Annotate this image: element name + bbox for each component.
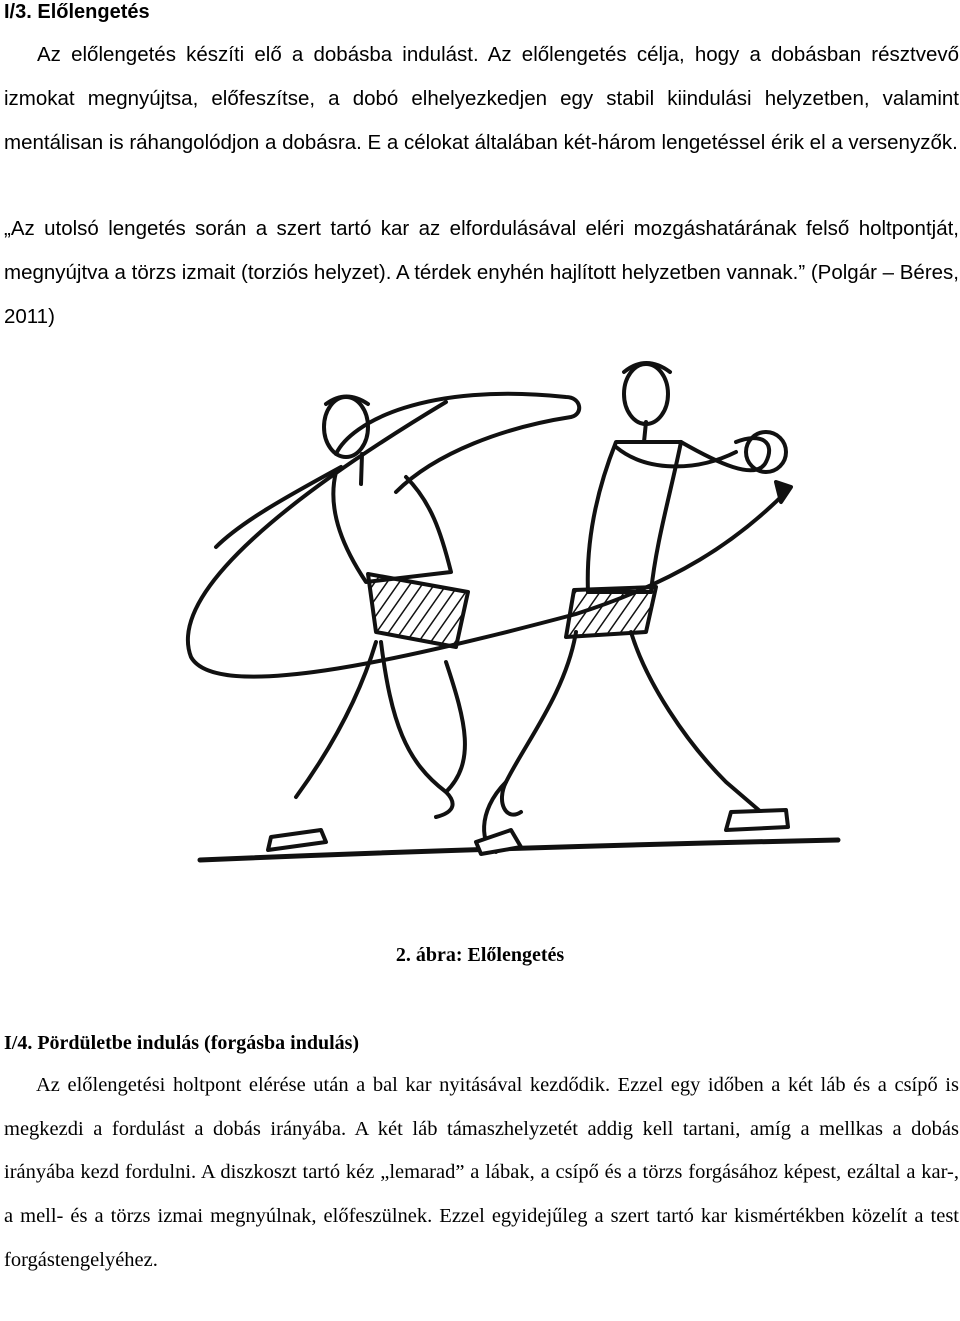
paragraph-intro: Az előlengetés készíti elő a dobásba indulást. Az előlengetés célja, hogy a dobásban résztvevő izmokat megnyújtsa, előfeszítse, a dobó elhelyezkedjen egy stabil kiindulási helyzetben, valamint mentálisan is ráhangolódjon a dobásra. E a célokat általában két-három lengetéssel érik el a versenyzők. [4, 43, 959, 154]
section-heading-4: I/4. Pördületbe indulás (forgásba indulás) [4, 1032, 360, 1054]
swing-arc [188, 402, 786, 677]
arc-arrowhead [776, 482, 791, 502]
section-heading-3: I/3. Előlengetés [4, 1, 150, 23]
paragraph-quote: „Az utolsó lengetés során a szert tartó kar az elfordulásával eléri mozgáshatárának felső holtpontját, megnyújtva a törzs izmait (torziós helyzet). A térdek enyhén hajlított helyzetben vannak.” (Polgár – Béres, 2011) [4, 217, 959, 328]
figure-caption: 2. ábra: Előlengetés [395, 944, 565, 966]
left-athlete [216, 394, 579, 850]
paragraph-section-4: Az előlengetési holtpont elérése után a bal kar nyitásával kezdődik. Ezzel egy időben a két láb és a csípő is megkezdi a fordulást a dobás irányába. A két láb támaszhelyzetét addig kell tartani, amíg a mellkas a dobás irányába kezd fordulni. A diszkoszt tartó kéz „lemarad” a lábak, a csípő és a törzs forgásához képest, ezáltal a kar-, a mell- és a törzs izmai megnyúlnak, előfeszülnek. Ezzel egyidejűleg a szert tartó kar kismértékben közelít a test forgástengelyéhez. [4, 1074, 959, 1271]
discus-illustration [176, 342, 844, 880]
right-athlete [476, 363, 788, 854]
